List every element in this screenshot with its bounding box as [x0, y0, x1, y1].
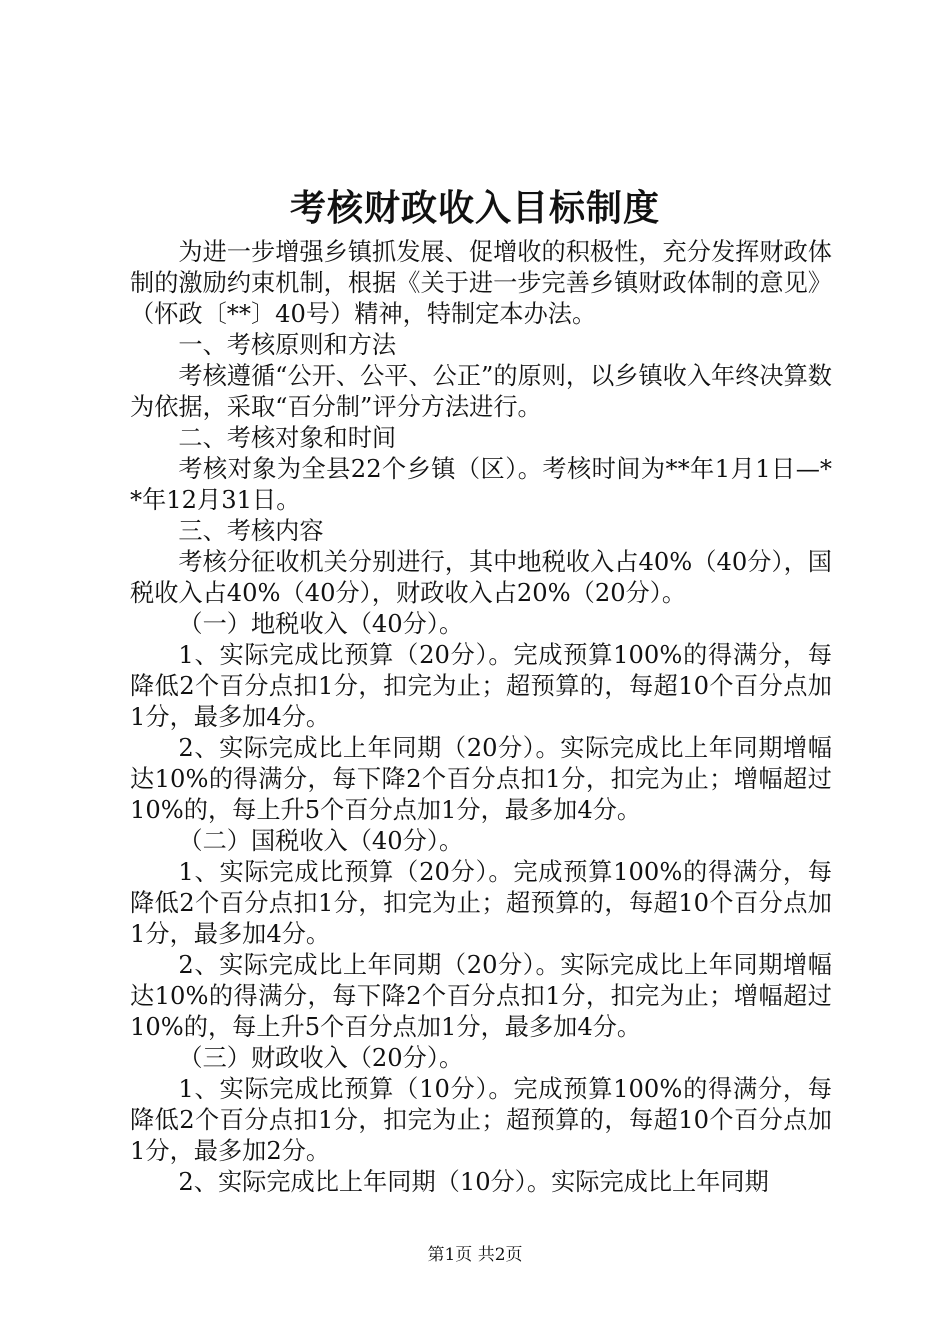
section-heading-targets: 二、考核对象和时间 — [178, 424, 397, 452]
paragraph-principles: 考核遵循“公开、公平、公正”的原则，以乡镇收入年终决算数为依据，采取“百分制”评分方法进行。 — [130, 362, 832, 421]
paragraph-fiscal-budget: 1、实际完成比预算（10分）。完成预算100%的得满分，每降低2个百分点扣1分，扣完为止；超预算的，每超10个百分点加1分，最多加2分。 — [130, 1075, 832, 1165]
paragraph-fiscal-yoy: 2、实际完成比上年同期（10分）。实际完成比上年同期 — [178, 1168, 769, 1196]
subheading-local-tax: （一）地税收入（40分）。 — [178, 610, 464, 638]
subheading-fiscal-revenue: （三）财政收入（20分）。 — [178, 1044, 464, 1072]
paragraph-content: 考核分征收机关分别进行，其中地税收入占40%（40分），国税收入占40%（40分），财政收入占20%（20分）。 — [130, 548, 832, 607]
paragraph-targets: 考核对象为全县22个乡镇（区）。考核时间为**年1月1日—**年12月31日。 — [130, 455, 832, 514]
document-body — [130, 237, 832, 1198]
paragraph-local-tax-budget: 1、实际完成比预算（20分）。完成预算100%的得满分，每降低2个百分点扣1分，扣完为止；超预算的，每超10个百分点加1分，最多加4分。 — [130, 641, 832, 731]
document-title: 考核财政收入目标制度 — [289, 187, 660, 229]
intro-paragraph: 为进一步增强乡镇抓发展、促增收的积极性，充分发挥财政体制的激励约束机制，根据《关于进一步完善乡镇财政体制的意见》（怀政〔**〕40号）精神，特制定本办法。 — [130, 238, 832, 328]
paragraph-national-tax-yoy: 2、实际完成比上年同期（20分）。实际完成比上年同期增幅达10%的得满分，每下降2个百分点扣1分，扣完为止；增幅超过10%的，每上升5个百分点加1分，最多加4分。 — [130, 951, 832, 1041]
section-heading-content: 三、考核内容 — [178, 517, 324, 545]
page-footer: 第1页 共2页 — [427, 1245, 523, 1265]
subheading-national-tax: （二）国税收入（40分）。 — [178, 827, 464, 855]
paragraph-national-tax-budget: 1、实际完成比预算（20分）。完成预算100%的得满分，每降低2个百分点扣1分，扣完为止；超预算的，每超10个百分点加1分，最多加4分。 — [130, 858, 832, 948]
section-heading-principles: 一、考核原则和方法 — [178, 331, 397, 359]
paragraph-local-tax-yoy: 2、实际完成比上年同期（20分）。实际完成比上年同期增幅达10%的得满分，每下降2个百分点扣1分，扣完为止；增幅超过10%的，每上升5个百分点加1分，最多加4分。 — [130, 734, 832, 824]
